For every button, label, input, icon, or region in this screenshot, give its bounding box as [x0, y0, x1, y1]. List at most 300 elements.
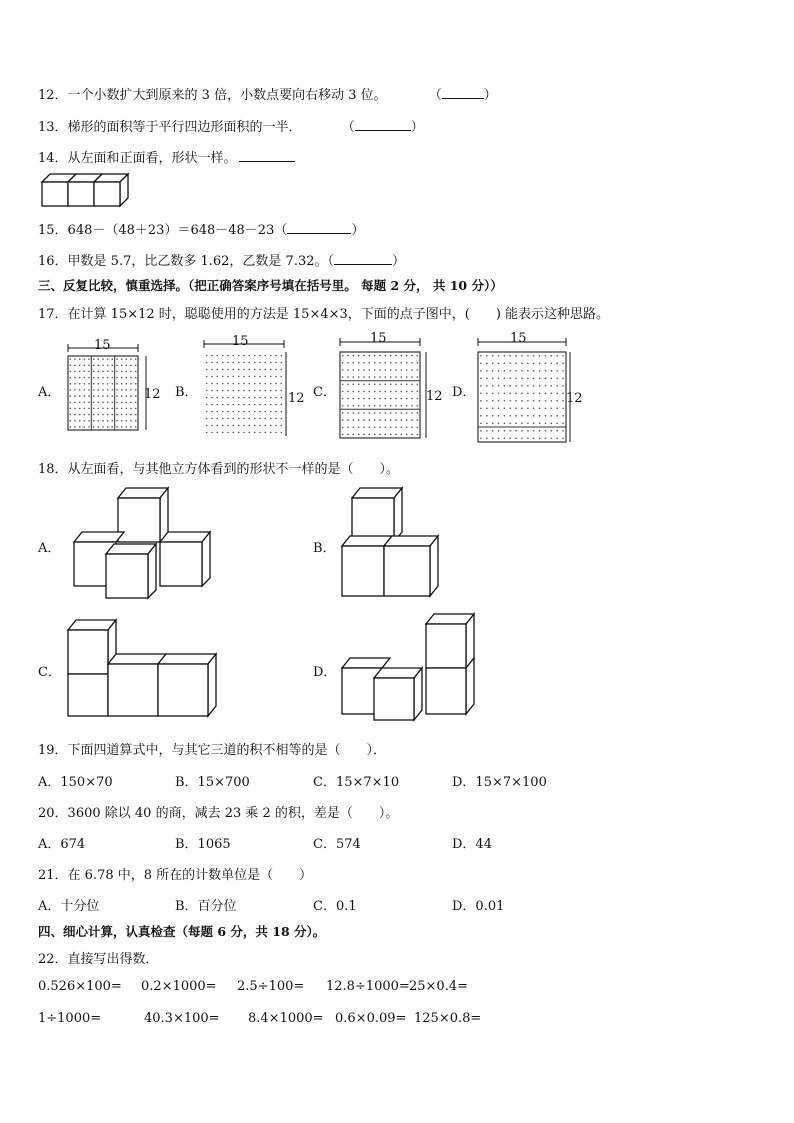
answer-blank[interactable] [334, 252, 392, 265]
dot [480, 408, 482, 410]
dot [411, 391, 413, 393]
dot [102, 377, 104, 379]
q20-option-b[interactable]: B．1065 [175, 837, 231, 852]
dot [98, 365, 100, 367]
dot [259, 369, 261, 371]
dot [233, 369, 235, 371]
q18-option-b-label[interactable]: B． [313, 541, 336, 556]
dot [480, 430, 482, 432]
answer-blank[interactable] [287, 221, 351, 234]
dot [112, 420, 114, 422]
dot [545, 385, 547, 387]
question-17: 17．在计算 15×12 时，聪聪使用的方法是 15×4×3，下面的点子图中，( ) 能表示这种思路。 [38, 307, 610, 322]
dot [562, 370, 564, 372]
dot [217, 355, 219, 357]
dot [358, 419, 360, 421]
dot [504, 400, 506, 402]
dot [498, 378, 500, 380]
dot [406, 419, 408, 421]
dot [130, 420, 132, 422]
dot [515, 438, 517, 440]
dot [217, 376, 219, 378]
dot [395, 355, 397, 357]
dot [504, 408, 506, 410]
q17-option-c-dot-diagram [336, 332, 446, 440]
dot [206, 411, 208, 413]
dot [121, 402, 123, 404]
dot [107, 389, 109, 391]
dot [358, 369, 360, 371]
dot [249, 432, 251, 434]
dot [374, 427, 376, 429]
q18-option-d-label[interactable]: D． [313, 665, 337, 680]
dot [265, 432, 267, 434]
q17-option-a-label[interactable]: A． [38, 385, 61, 400]
dot [353, 419, 355, 421]
width-label: 15 [94, 338, 111, 353]
dot [93, 389, 95, 391]
dot [222, 432, 224, 434]
dot [510, 408, 512, 410]
dot [74, 389, 76, 391]
dot [70, 408, 72, 410]
dot [121, 377, 123, 379]
dot [527, 438, 529, 440]
dot [249, 411, 251, 413]
q19-option-a[interactable]: A．150×70 [38, 775, 113, 790]
dot [369, 384, 371, 386]
dot [492, 415, 494, 417]
dot [270, 432, 272, 434]
dot [249, 404, 251, 406]
dot [347, 391, 349, 393]
dot [527, 415, 529, 417]
dot [74, 358, 76, 360]
dot [93, 377, 95, 379]
q21-option-d[interactable]: D．0.01 [452, 899, 505, 914]
dot [211, 383, 213, 385]
dot [379, 412, 381, 414]
dot [88, 408, 90, 410]
dot [374, 419, 376, 421]
dot [527, 378, 529, 380]
dot [417, 427, 419, 429]
dot [121, 389, 123, 391]
question-14 [38, 147, 295, 166]
dot [556, 408, 558, 410]
q18-option-c-cube-figure [64, 616, 224, 720]
dot [93, 402, 95, 404]
dot [486, 378, 488, 380]
dot [385, 376, 387, 378]
dot [79, 420, 81, 422]
dot [504, 423, 506, 425]
dot [551, 393, 553, 395]
dot [211, 369, 213, 371]
dot [521, 378, 523, 380]
calc-item[interactable]: 25×0.4= [409, 979, 469, 994]
dot [353, 355, 355, 357]
dot [411, 405, 413, 407]
dot [93, 371, 95, 373]
dot [102, 408, 104, 410]
dot [417, 434, 419, 436]
dot [551, 438, 553, 440]
q20-option-a[interactable]: A．674 [38, 837, 86, 852]
dot [233, 425, 235, 427]
answer-blank[interactable] [355, 118, 411, 131]
dot [411, 434, 413, 436]
q17-option-b-label[interactable]: B． [175, 385, 198, 400]
dot [401, 391, 403, 393]
dot [521, 370, 523, 372]
dot [88, 365, 90, 367]
dot [79, 365, 81, 367]
dot [254, 418, 256, 420]
dot [206, 404, 208, 406]
dot [379, 398, 381, 400]
dot [254, 362, 256, 364]
dot [551, 385, 553, 387]
dot [227, 425, 229, 427]
dot [126, 414, 128, 416]
dot [363, 376, 365, 378]
dot [395, 398, 397, 400]
dot [562, 408, 564, 410]
dot [98, 377, 100, 379]
dot [126, 395, 128, 397]
dot [227, 362, 229, 364]
dot [275, 404, 277, 406]
dot [206, 432, 208, 434]
dot [259, 418, 261, 420]
dot [70, 402, 72, 404]
dot [116, 402, 118, 404]
dot [417, 362, 419, 364]
q19-option-d[interactable]: D．15×7×100 [452, 775, 547, 790]
dot [363, 427, 365, 429]
question-text: 16．甲数是 5.7，比乙数多 1.62，乙数是 7.32。 [38, 254, 328, 269]
dot [227, 411, 229, 413]
dot [112, 377, 114, 379]
dot [533, 355, 535, 357]
dot [551, 430, 553, 432]
dot [135, 377, 137, 379]
dot [363, 412, 365, 414]
dot [116, 420, 118, 422]
dot [486, 415, 488, 417]
dot [539, 408, 541, 410]
dot [347, 369, 349, 371]
cube-row-figure [40, 170, 130, 210]
dot [233, 432, 235, 434]
dot [70, 389, 72, 391]
dot [84, 358, 86, 360]
dot [222, 383, 224, 385]
dot [265, 397, 267, 399]
dot [254, 355, 256, 357]
dot [379, 369, 381, 371]
dot [259, 404, 261, 406]
dot [233, 355, 235, 357]
dot [107, 395, 109, 397]
dot [411, 419, 413, 421]
dot [222, 411, 224, 413]
dot [70, 365, 72, 367]
dot [227, 390, 229, 392]
dot [281, 376, 283, 378]
dot [206, 425, 208, 427]
dot [116, 358, 118, 360]
q19-option-b[interactable]: B．15×700 [175, 775, 250, 790]
dot [363, 398, 365, 400]
dot [411, 427, 413, 429]
dot [390, 362, 392, 364]
dot [243, 404, 245, 406]
q18-option-a-label[interactable]: A． [38, 541, 61, 556]
dot [510, 400, 512, 402]
dot [545, 355, 547, 357]
question-text: 15．648－（48＋23）＝648－48－23 [38, 223, 275, 238]
dot [369, 391, 371, 393]
dot [88, 383, 90, 385]
dot [527, 400, 529, 402]
dot [98, 408, 100, 410]
dot [385, 419, 387, 421]
calc-item[interactable]: 0.526×100= [38, 979, 122, 994]
dot [379, 355, 381, 357]
dot [556, 423, 558, 425]
dot [74, 365, 76, 367]
dot [102, 420, 104, 422]
calc-item[interactable]: 125×0.8= [414, 1011, 482, 1026]
dot [358, 362, 360, 364]
dot [492, 423, 494, 425]
dot [270, 369, 272, 371]
q18-option-c-label[interactable]: C． [38, 665, 61, 680]
dot [539, 430, 541, 432]
dot [254, 390, 256, 392]
dot [379, 427, 381, 429]
dot [556, 438, 558, 440]
dot [135, 371, 137, 373]
dot [545, 430, 547, 432]
dot [390, 384, 392, 386]
dot [121, 414, 123, 416]
dot [504, 430, 506, 432]
dot [249, 355, 251, 357]
dot [385, 412, 387, 414]
dot [390, 405, 392, 407]
question-20: 20．3600 除以 40 的商，减去 23 乘 2 的积，差是（ ）。 [38, 806, 399, 821]
dot [342, 434, 344, 436]
dot [417, 405, 419, 407]
dot [562, 415, 564, 417]
dot [417, 398, 419, 400]
dot [243, 411, 245, 413]
dot [265, 390, 267, 392]
dot [130, 377, 132, 379]
dot [98, 371, 100, 373]
q21-option-a[interactable]: A．十分位 [38, 899, 100, 914]
dot [281, 369, 283, 371]
dot [342, 412, 344, 414]
dot [249, 362, 251, 364]
dot [369, 376, 371, 378]
dot [498, 408, 500, 410]
dot [390, 391, 392, 393]
dot [411, 362, 413, 364]
dot [259, 390, 261, 392]
q17-option-a-dot-diagram [64, 340, 164, 436]
section-4-title: 四、细心计算，认真检查（每题 6 分，共 18 分）。 [38, 924, 326, 939]
question-text: 13．梯形的面积等于平行四边形面积的一半． [38, 120, 302, 135]
dot [515, 385, 517, 387]
q20-option-c[interactable]: C．574 [313, 837, 361, 852]
dot [102, 402, 104, 404]
dot [107, 371, 109, 373]
dot [521, 385, 523, 387]
dot [390, 419, 392, 421]
dot [539, 415, 541, 417]
dot [515, 408, 517, 410]
calc-item[interactable]: 2.5÷100= [237, 979, 305, 994]
answer-blank[interactable] [442, 86, 484, 99]
dot [498, 430, 500, 432]
dot [492, 400, 494, 402]
dot [98, 358, 100, 360]
calc-item[interactable]: 0.2×1000= [141, 979, 217, 994]
dot [545, 415, 547, 417]
q21-option-c[interactable]: C．0.1 [313, 899, 357, 914]
dot [206, 397, 208, 399]
dot [406, 355, 408, 357]
dot [401, 384, 403, 386]
q19-option-c[interactable]: C．15×7×10 [313, 775, 400, 790]
dot [79, 377, 81, 379]
dot [112, 389, 114, 391]
dot [88, 426, 90, 428]
dot [480, 355, 482, 357]
dot [406, 362, 408, 364]
dot [347, 384, 349, 386]
dot [88, 358, 90, 360]
dot [275, 418, 277, 420]
dot [217, 425, 219, 427]
dot [406, 391, 408, 393]
q21-option-b[interactable]: B．百分位 [175, 899, 237, 914]
dot [211, 411, 213, 413]
section-3-title: 三、反复比较，慎重选择。（把正确答案序号填在括号里。 每题 2 分， 共 10 分）） [38, 278, 503, 293]
dot [281, 418, 283, 420]
dot [379, 391, 381, 393]
question-text: 14．从左面和正面看，形状一样。 [38, 151, 237, 166]
dot [84, 389, 86, 391]
dot [254, 376, 256, 378]
dot [527, 363, 529, 365]
dot [504, 393, 506, 395]
calc-item[interactable]: 40.3×100= [144, 1011, 220, 1026]
dot [222, 369, 224, 371]
dot [374, 405, 376, 407]
dot [510, 415, 512, 417]
dot [130, 408, 132, 410]
dot [211, 376, 213, 378]
dot [121, 371, 123, 373]
calc-item[interactable]: 8.4×1000= [248, 1011, 324, 1026]
dot [480, 438, 482, 440]
dot [107, 420, 109, 422]
dot [74, 402, 76, 404]
dot [401, 405, 403, 407]
dot [126, 377, 128, 379]
dot [238, 383, 240, 385]
dot [135, 402, 137, 404]
dot [347, 434, 349, 436]
dot [369, 434, 371, 436]
dot [259, 425, 261, 427]
dot [390, 412, 392, 414]
answer-blank[interactable] [239, 149, 295, 162]
dot [222, 397, 224, 399]
dot [107, 408, 109, 410]
dot [93, 414, 95, 416]
dot [74, 383, 76, 385]
dot [98, 389, 100, 391]
dot [265, 425, 267, 427]
dot [233, 411, 235, 413]
dot [74, 414, 76, 416]
dot [112, 365, 114, 367]
q17-option-d-label[interactable]: D． [452, 385, 476, 400]
dot [102, 414, 104, 416]
dot [369, 427, 371, 429]
dot [342, 369, 344, 371]
dot [270, 383, 272, 385]
dot [395, 419, 397, 421]
dot [504, 385, 506, 387]
dot [121, 408, 123, 410]
dot [93, 426, 95, 428]
dot [533, 408, 535, 410]
dot [70, 395, 72, 397]
dot [265, 362, 267, 364]
dot [562, 430, 564, 432]
calc-item[interactable]: 1÷1000= [38, 1011, 102, 1026]
calc-item[interactable]: 12.8÷1000= [326, 979, 410, 994]
dot [238, 404, 240, 406]
dot [265, 383, 267, 385]
dot [411, 412, 413, 414]
q20-option-d[interactable]: D．44 [452, 837, 492, 852]
dot [74, 395, 76, 397]
q18-option-a-cube-figure [70, 484, 230, 606]
dot [527, 408, 529, 410]
dot [417, 355, 419, 357]
dot [79, 358, 81, 360]
dot [358, 434, 360, 436]
calc-item[interactable]: 0.6×0.09= [335, 1011, 407, 1026]
dot [480, 363, 482, 365]
dot [551, 370, 553, 372]
dot [217, 397, 219, 399]
dot [74, 371, 76, 373]
dot [533, 363, 535, 365]
dot [211, 355, 213, 357]
dot [233, 404, 235, 406]
dot [498, 363, 500, 365]
q17-option-c-label[interactable]: C． [313, 385, 336, 400]
